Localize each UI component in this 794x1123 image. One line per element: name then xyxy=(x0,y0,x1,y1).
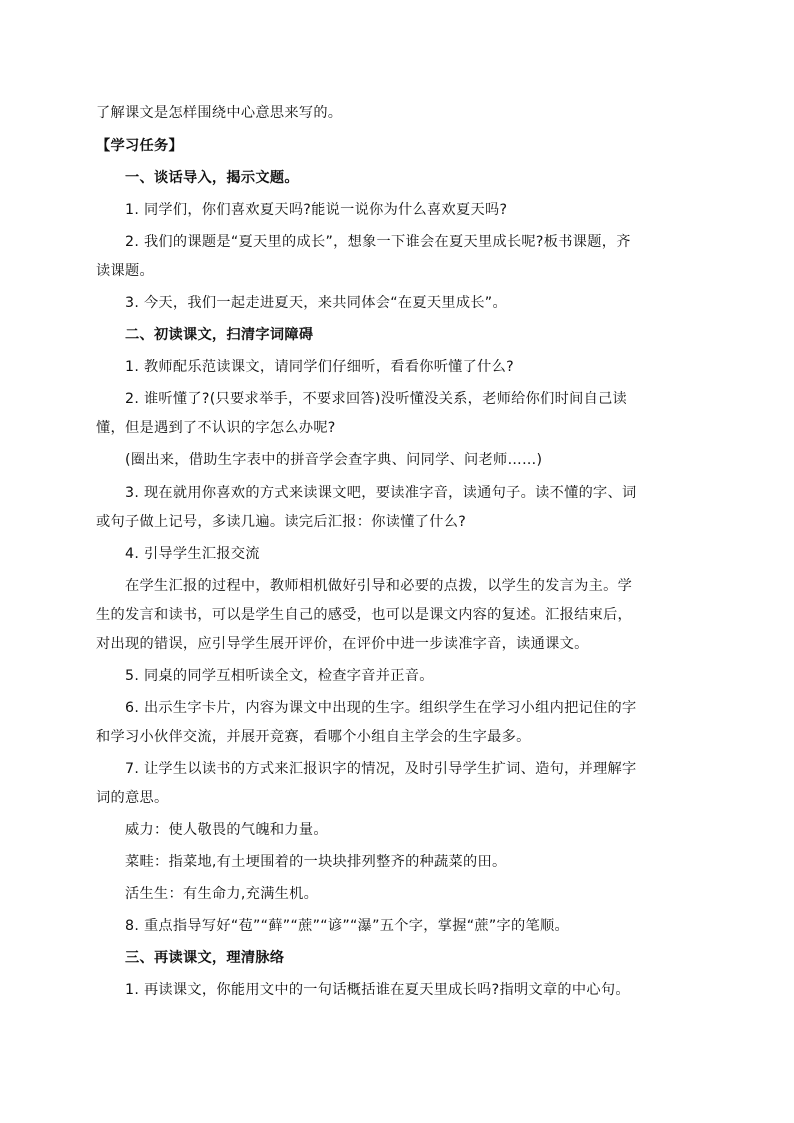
paragraph-line: 1. 同学们，你们喜欢夏天吗?能说一说你为什么喜欢夏天吗? xyxy=(125,202,508,218)
paragraph-line: 词的意思。 xyxy=(96,790,169,806)
paragraph-line: 和学习小伙伴交流，并展开竞赛，看哪个小组自主学会的生字最多。 xyxy=(96,729,531,745)
paragraph-line: 在学生汇报的过程中，教师相机做好引导和必要的点拨，以学生的发言为主。学 xyxy=(125,578,633,594)
paragraph-line: 3. 今天，我们一起走进夏天，来共同体会“在夏天里成长”。 xyxy=(125,295,507,311)
section-heading-3: 三、再读课文，理清脉络 xyxy=(125,950,285,966)
paragraph-line: (圈出来，借助生字表中的拼音学会查字典、问同学、问老师……) xyxy=(125,452,543,468)
paragraph-line: 生的发言和读书，可以是学生自己的感受，也可以是课文内容的复述。汇报结束后， xyxy=(96,607,633,623)
paragraph-line: 8. 重点指导写好“苞”“藓”“蔗”“谚”“瀑”五个字，掌握“蔗”字的笔顺。 xyxy=(125,918,569,934)
definition-line: 活生生：有生命力,充满生机。 xyxy=(125,886,319,902)
paragraph-line: 读课题。 xyxy=(96,263,154,279)
section-heading-1: 一、谈话导入，揭示文题。 xyxy=(125,170,299,186)
paragraph-line: 5. 同桌的同学互相听读全文，检查字音并正音。 xyxy=(125,668,434,684)
intro-line: 了解课文是怎样围绕中心意思来写的。 xyxy=(96,105,343,121)
paragraph-line: 1. 教师配乐范读课文，请同学们仔细听，看看你听懂了什么? xyxy=(125,359,514,375)
paragraph-line: 4. 引导学生汇报交流 xyxy=(125,546,260,562)
paragraph-line: 2. 谁听懂了?(只要求举手，不要求回答)没听懂没关系，老师给你们时间自己读 xyxy=(125,391,628,407)
paragraph-line: 或句子做上记号，多读几遍。读完后汇报：你读懂了什么? xyxy=(96,514,467,530)
definition-line: 菜畦：指菜地,有土埂围着的一块块排列整齐的种蔬菜的田。 xyxy=(125,854,507,870)
task-heading: 【学习任务】 xyxy=(96,138,183,154)
paragraph-line: 对出现的错误，应引导学生展开评价，在评价中进一步读准字音，读通课文。 xyxy=(96,636,589,652)
paragraph-line: 3. 现在就用你喜欢的方式来读课文吧，要读准字音，读通句子。读不懂的字、词 xyxy=(125,485,637,501)
paragraph-line: 懂，但是遇到了不认识的字怎么办呢? xyxy=(96,420,336,436)
paragraph-line: 1. 再读课文，你能用文中的一句话概括谁在夏天里成长吗?指明文章的中心句。 xyxy=(125,982,630,998)
paragraph-line: 6. 出示生字卡片，内容为课文中出现的生字。组织学生在学习小组内把记住的字 xyxy=(125,700,637,716)
definition-line: 威力：使人敬畏的气魄和力量。 xyxy=(125,822,328,838)
paragraph-line: 2. 我们的课题是“夏天里的成长”，想象一下谁会在夏天里成长呢?板书课题，齐 xyxy=(125,234,631,250)
section-heading-2: 二、初读课文，扫清字词障碍 xyxy=(125,327,314,343)
paragraph-line: 7. 让学生以读书的方式来汇报识字的情况，及时引导学生扩词、造句，并理解字 xyxy=(125,761,637,777)
